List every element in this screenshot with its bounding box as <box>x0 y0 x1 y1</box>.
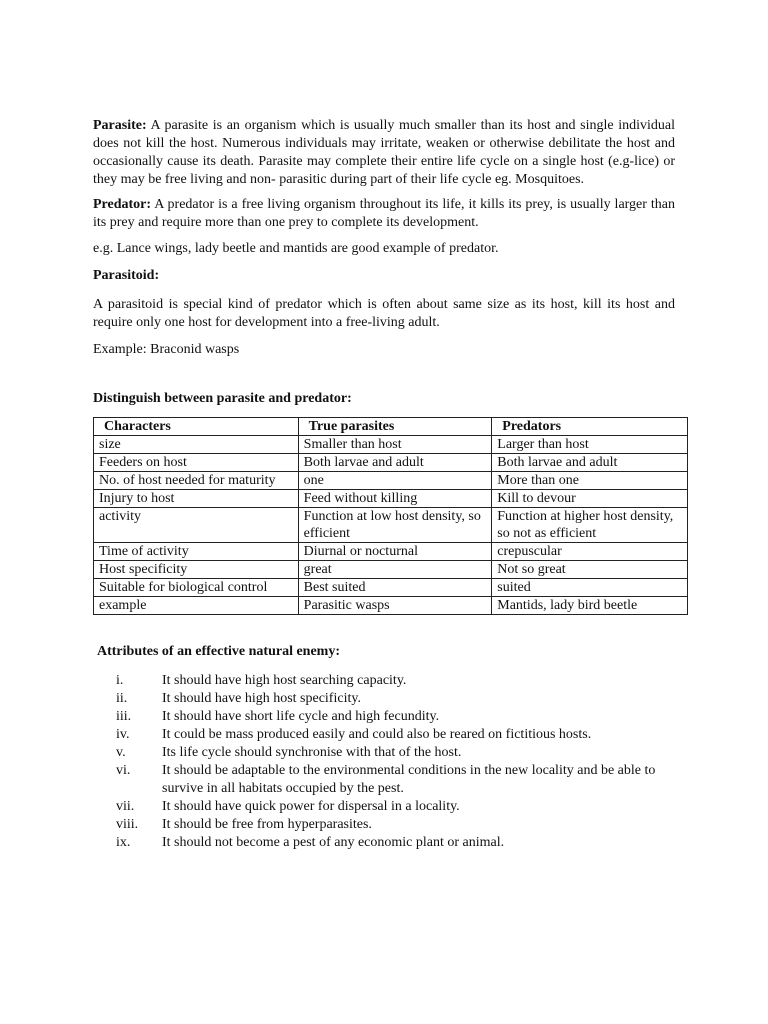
table-cell: Feeders on host <box>94 454 299 472</box>
header-characters: Characters <box>94 418 299 436</box>
table-row <box>94 543 688 561</box>
distinguish-table <box>93 417 688 615</box>
table-cell: Feed without killing <box>298 490 492 508</box>
header-predators: Predators <box>492 418 688 436</box>
table-cell: Function at low host density, so efficient <box>298 508 492 543</box>
table-header-row <box>94 418 688 436</box>
list-item <box>93 798 675 816</box>
list-item-number: i. <box>116 673 124 688</box>
list-item-text: It should have high host searching capacity. <box>162 673 407 688</box>
table-cell: Larger than host <box>492 436 688 454</box>
list-item <box>93 690 675 708</box>
list-item-text: Its life cycle should synchronise with that of the host. <box>162 745 462 760</box>
table-cell: one <box>298 472 492 490</box>
parasite-term: Parasite: <box>93 118 147 133</box>
list-item <box>93 708 675 726</box>
parasite-definition: A parasite is an organism which is usually much smaller than its host and single individual does not kill the host. Numerous individuals may irritate, weaken or otherwise debilitate the host and occasionally cause its death. Parasite may complete their entire life cycle on a single host (e.g-lice) or they may be free living and non- parasitic during part of their life cycle eg. Mosquitoes. <box>93 118 675 187</box>
predator-paragraph <box>93 196 675 232</box>
table-cell: Suitable for biological control <box>94 579 299 597</box>
table-cell: crepuscular <box>492 543 688 561</box>
list-item <box>93 726 675 744</box>
table-cell: Not so great <box>492 561 688 579</box>
table-cell: Diurnal or nocturnal <box>298 543 492 561</box>
table-cell: No. of host needed for maturity <box>94 472 299 490</box>
predator-example: e.g. Lance wings, lady beetle and mantids are good example of predator. <box>93 241 499 256</box>
table-cell: Best suited <box>298 579 492 597</box>
parasitoid-definition: A parasitoid is special kind of predator which is often about same size as its host, kill its host and require only one host for development into a free-living adult. <box>93 297 675 330</box>
table-cell: great <box>298 561 492 579</box>
table-row <box>94 508 688 543</box>
list-item-number: vi. <box>116 763 131 778</box>
predator-term: Predator: <box>93 197 152 212</box>
table-cell: Smaller than host <box>298 436 492 454</box>
predator-definition: A predator is a free living organism throughout its life, it kills its prey, is usually larger than its prey and require more than one prey to complete its development. <box>93 197 675 230</box>
table-row <box>94 454 688 472</box>
list-item <box>93 672 675 690</box>
table-cell: Host specificity <box>94 561 299 579</box>
table-cell: activity <box>94 508 299 543</box>
list-item-text: It could be mass produced easily and could also be reared on fictitious hosts. <box>162 727 592 742</box>
table-cell: Both larvae and adult <box>492 454 688 472</box>
table-cell: Mantids, lady bird beetle <box>492 597 688 615</box>
list-item-number: ii. <box>116 691 128 706</box>
parasite-paragraph <box>93 117 675 189</box>
table-cell: example <box>94 597 299 615</box>
table-cell: More than one <box>492 472 688 490</box>
table-cell: Parasitic wasps <box>298 597 492 615</box>
table-row <box>94 436 688 454</box>
table-cell: Injury to host <box>94 490 299 508</box>
list-item-number: ix. <box>116 835 131 850</box>
list-item-text: It should be adaptable to the environmental conditions in the new locality and be able to survive in all habitats occupied by the pest. <box>162 763 656 796</box>
distinguish-heading: Distinguish between parasite and predator: <box>93 391 352 406</box>
table-row <box>94 490 688 508</box>
attributes-heading: Attributes of an effective natural enemy: <box>97 644 340 659</box>
list-item-text: It should be free from hyperparasites. <box>162 817 372 832</box>
table-row <box>94 597 688 615</box>
list-item <box>93 744 675 762</box>
list-item-text: It should not become a pest of any economic plant or animal. <box>162 835 505 850</box>
list-item <box>93 834 675 852</box>
list-item-number: iii. <box>116 709 132 724</box>
list-item <box>93 762 675 798</box>
attributes-list <box>93 672 675 852</box>
table-cell: Kill to devour <box>492 490 688 508</box>
parasitoid-term: Parasitoid: <box>93 268 160 283</box>
list-item-number: iv. <box>116 727 130 742</box>
header-true-parasites: True parasites <box>298 418 492 436</box>
list-item-number: vii. <box>116 799 135 814</box>
list-item-number: viii. <box>116 817 139 832</box>
list-item <box>93 816 675 834</box>
list-item-text: It should have short life cycle and high fecundity. <box>162 709 440 724</box>
table-cell: Time of activity <box>94 543 299 561</box>
table-row <box>94 579 688 597</box>
table-cell: size <box>94 436 299 454</box>
list-item-text: It should have quick power for dispersal in a locality. <box>162 799 460 814</box>
list-item-number: v. <box>116 745 126 760</box>
parasitoid-example: Example: Braconid wasps <box>93 342 240 357</box>
table-row <box>94 561 688 579</box>
document-page <box>93 117 675 852</box>
table-row <box>94 472 688 490</box>
table-cell: Function at higher host density, so not as efficient <box>492 508 688 543</box>
list-item-text: It should have high host specificity. <box>162 691 361 706</box>
table-cell: Both larvae and adult <box>298 454 492 472</box>
table-cell: suited <box>492 579 688 597</box>
